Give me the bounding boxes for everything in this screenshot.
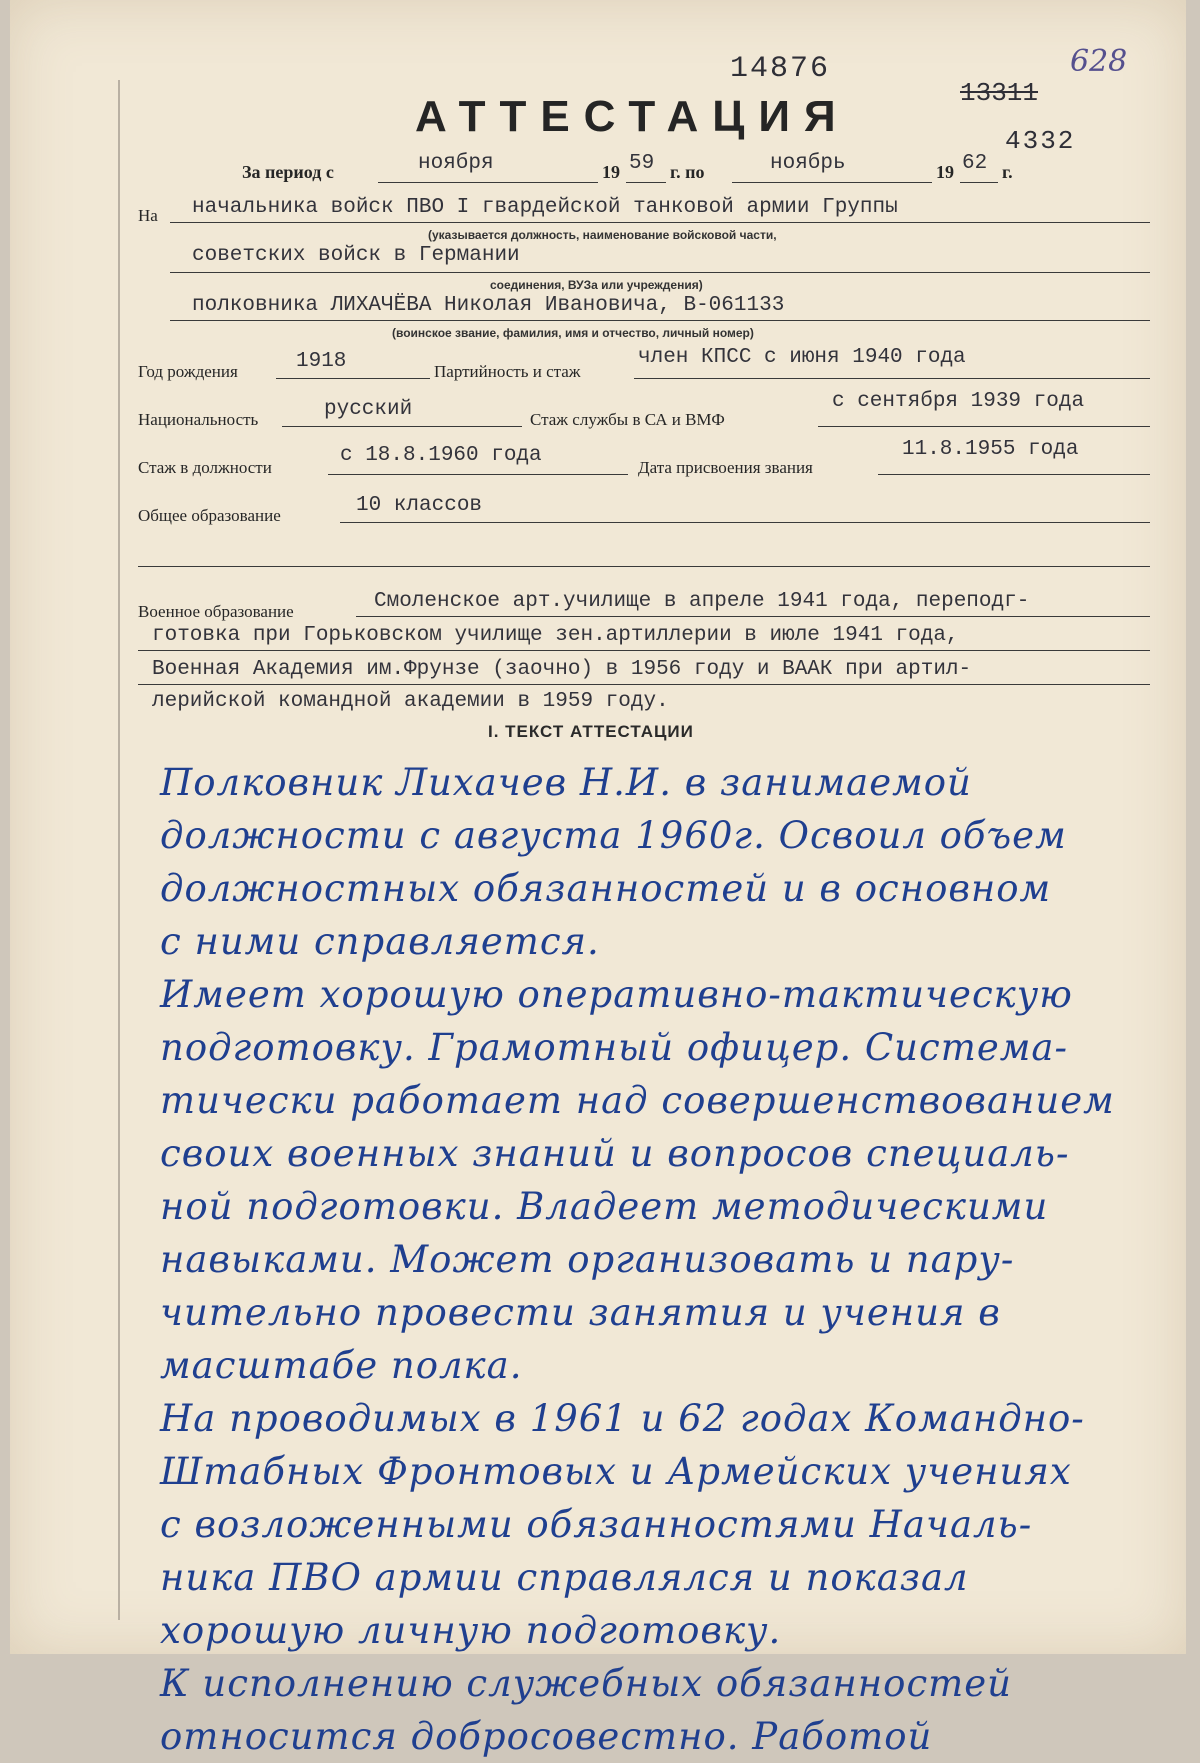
handwritten-line: должности с августа 1960г. Освоил объем [160,814,1067,857]
period-from-year-line [626,182,666,183]
subject-caption-2: соединения, ВУЗа или учреждения) [490,278,703,292]
military-education-line-2 [138,650,1150,651]
period-g-label: г. [1002,162,1013,182]
subject-caption-1: (указывается должность, наименование войсковой части, [428,228,777,242]
position-tenure-value: с 18.8.1960 года [340,444,542,467]
handwritten-line: навыками. Может организовать и пару- [160,1238,1015,1281]
section-heading: I. ТЕКСТ АТТЕСТАЦИИ [488,722,694,741]
party-label: Партийность и стаж [434,362,581,381]
handwritten-number: 628 [1070,44,1128,79]
military-education-text-1: Смоленское арт.училище в апреле 1941 года, переподг- [374,590,1030,613]
period-from-line [378,182,598,183]
document-title: АТТЕСТАЦИЯ [415,92,850,141]
subject-position: начальника войск ПВО I гвардейской танковой армии Группы [192,196,898,219]
handwritten-line: относится добросовестно. Работой [160,1715,933,1758]
handwritten-line: с ними справляется. [160,920,600,963]
handwritten-text [160,756,1160,1763]
rank-date-line [878,474,1150,475]
period-year-prefix-1: 19 [602,162,620,182]
military-education-text-2: готовка при Горьковском училище зен.артиллерии в июле 1941 года, [152,624,959,647]
handwritten-line: своих военных знаний и вопросов специаль- [160,1132,1070,1175]
military-education-label: Военное образование [138,602,294,621]
handwritten-line: На проводимых в 1961 и 62 годах Командно- [160,1397,1085,1440]
period-from-month: ноября [418,152,494,175]
handwritten-line: тически работает над совершенствованием [160,1079,1115,1122]
period-to-year-line [960,182,998,183]
subject-caption-3: (воинское звание, фамилия, имя и отчество, личный номер) [392,326,754,340]
service-label: Стаж службы в СА и ВМФ [530,410,725,429]
period-from-year: 59 [629,152,655,175]
rank-date-label: Дата присвоения звания [638,458,813,477]
position-tenure-line [328,474,628,475]
handwritten-line: хорошую личную подготовку. [160,1609,782,1652]
handwritten-line: подготовку. Грамотный офицер. Система- [160,1026,1068,1069]
service-line [818,426,1150,427]
education-label: Общее образование [138,506,281,525]
position-tenure-label: Стаж в должности [138,458,272,477]
subject-label: На [138,206,158,225]
service-value: с сентября 1939 года [832,390,1085,413]
military-education-text-4: лерийской командной академии в 1959 году. [152,690,669,713]
nationality-value: русский [324,398,413,421]
education-extra-line [138,566,1150,567]
period-to-month: ноябрь [770,152,846,175]
military-education-text-3: Военная Академия им.Фрунзе (заочно) в 1956 году и ВААК при артил- [152,658,972,681]
handwritten-line: должностных обязанностей и в основном [160,867,1052,910]
subject-line-1 [170,222,1150,223]
subject-line-2 [170,272,1150,273]
period-year-prefix-2: 19 [936,162,954,182]
nationality-line [282,426,522,427]
handwritten-line: ника ПВО армии справлялся и показал [160,1556,969,1599]
party-line [634,378,1150,379]
binding-margin-line [118,80,120,1620]
registry-number: 14876 [730,52,831,86]
handwritten-line: ной подготовки. Владеет методическими [160,1185,1049,1228]
struck-number: 13311 [960,78,1039,108]
document-page [10,0,1186,1758]
birth-year-value: 1918 [296,350,347,373]
education-value: 10 классов [356,494,483,517]
period-to-line [732,182,932,183]
period-to-label: г. по [670,162,705,182]
archive-number: 4332 [1005,126,1076,156]
party-value: член КПСС с июня 1940 года [638,346,966,369]
subject-unit: советских войск в Германии [192,244,520,267]
handwritten-line: Штабных Фронтовых и Армейских учениях [160,1450,1072,1493]
handwritten-line: Имеет хорошую оперативно-тактическую [160,973,1073,1016]
handwritten-line: Полковник Лихачев Н.И. в занимаемой [160,761,972,804]
education-line [340,522,1150,523]
nationality-label: Национальность [138,410,259,429]
handwritten-line: чительно провести занятия и учения в [160,1291,1001,1334]
handwritten-line: К исполнению служебных обязанностей [160,1662,1012,1705]
birth-year-line [276,378,430,379]
handwritten-line: с возложенными обязанностями Началь- [160,1503,1033,1546]
subject-name: полковника ЛИХАЧЁВА Николая Ивановича, В-061133 [192,294,785,317]
period-to-year: 62 [962,152,988,175]
subject-line-3 [170,320,1150,321]
handwritten-line: масштабе полка. [160,1344,523,1387]
military-education-line-1 [356,616,1150,617]
birth-year-label: Год рождения [138,362,238,381]
rank-date-value: 11.8.1955 года [902,438,1079,461]
military-education-line-3 [138,684,1150,685]
period-label: За период с [242,162,334,182]
